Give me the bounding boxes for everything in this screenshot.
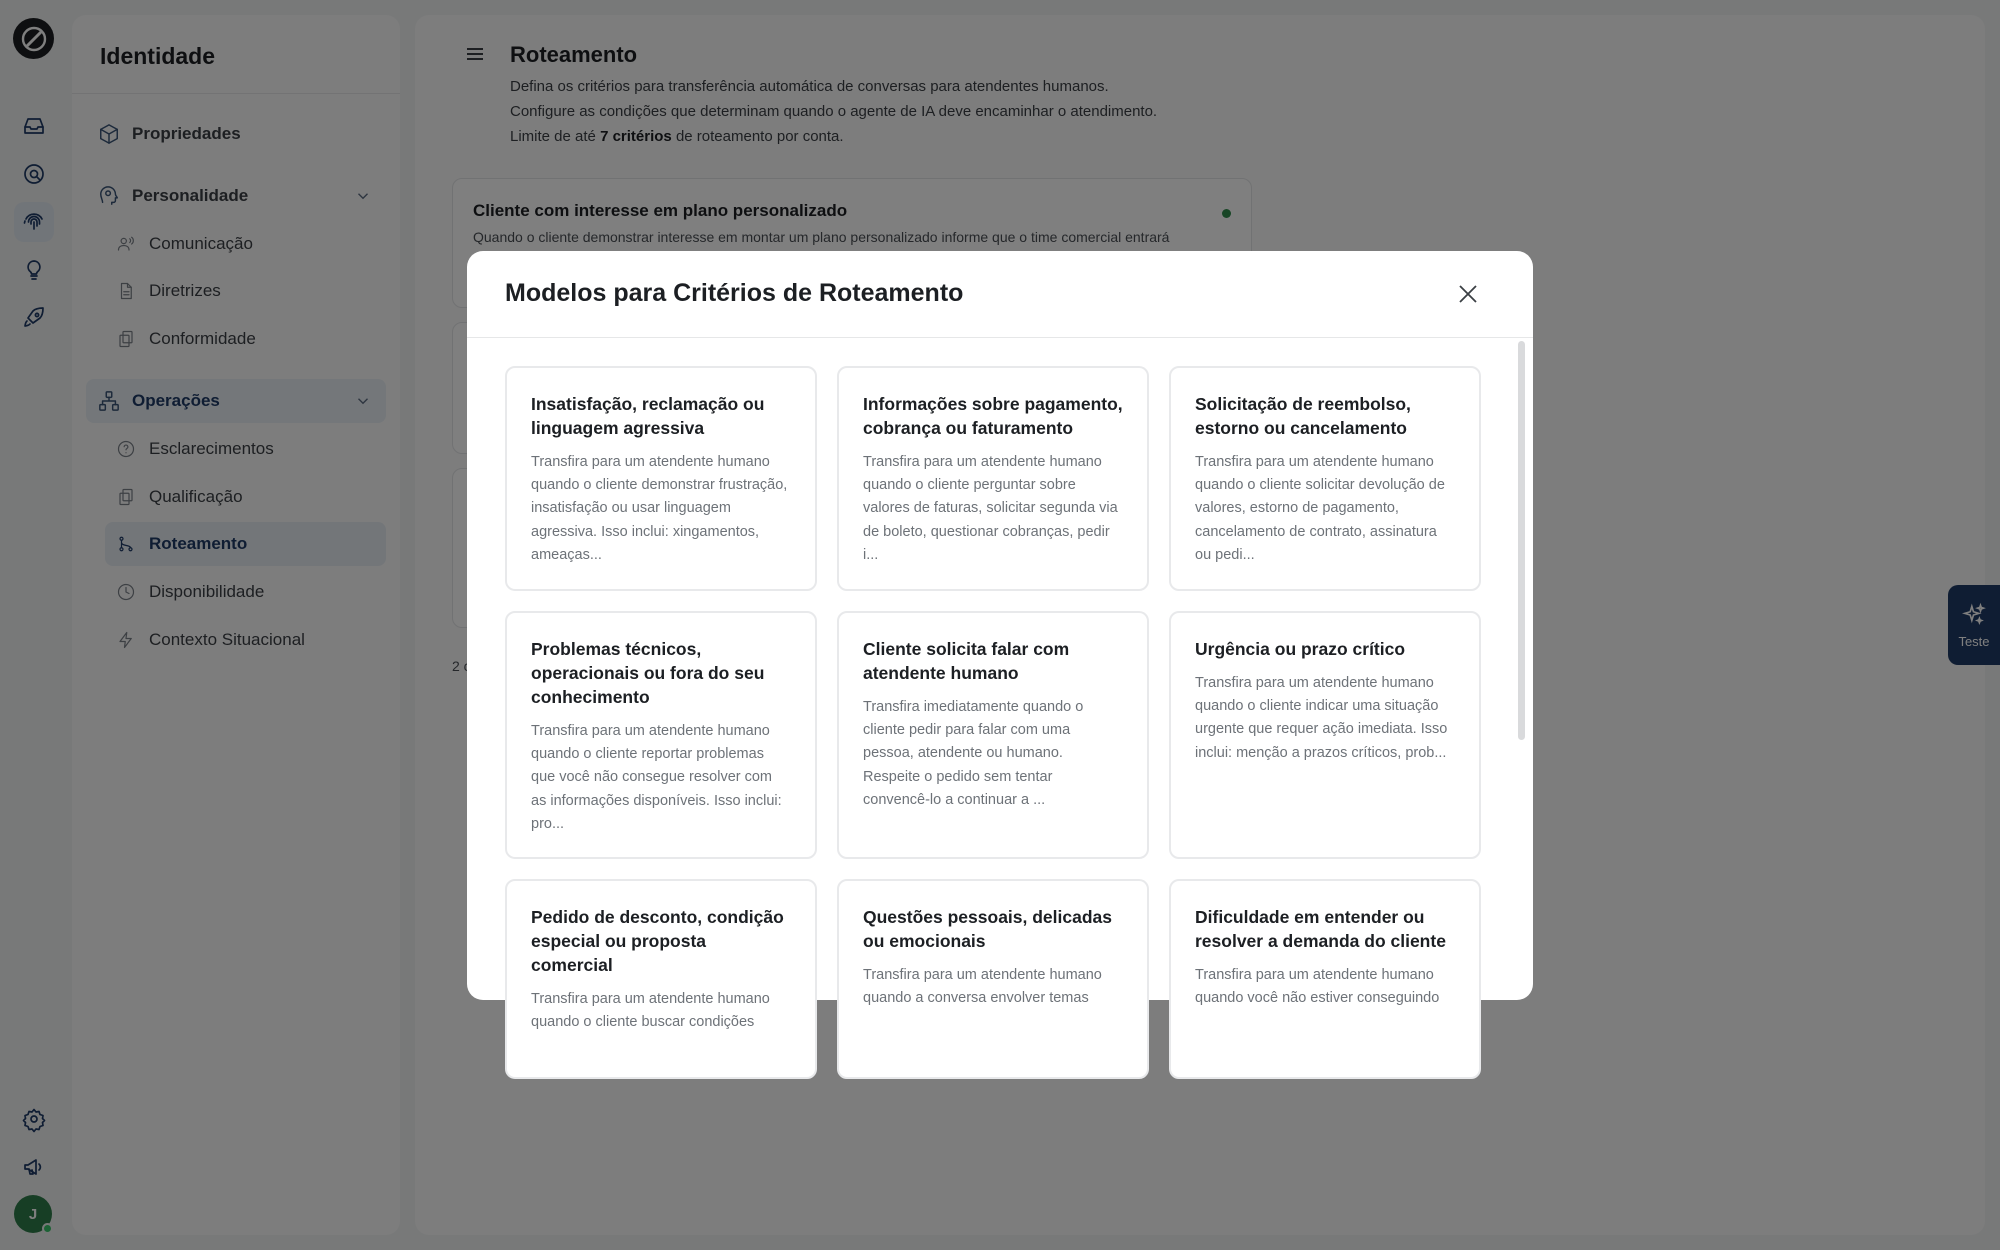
template-card[interactable]: [1169, 879, 1481, 1079]
template-title: Urgência ou prazo crítico: [1195, 639, 1406, 659]
template-description: Transfira para um atendente humano quando o cliente indicar uma situação urgente que requer ação imediata. Isso inclui: menção a prazos críticos, prob...: [1195, 675, 1448, 761]
templates-grid: [467, 338, 1533, 1031]
template-title: Informações sobre pagamento, cobrança ou faturamento: [863, 394, 1123, 438]
template-title: Pedido de desconto, condição especial ou proposta comercial: [531, 907, 784, 975]
template-card[interactable]: [505, 879, 817, 1079]
close-icon[interactable]: [1453, 279, 1483, 309]
template-description: Transfira para um atendente humano quando o cliente reportar problemas que você não consegue resolver com as informações disponíveis. Isso inclui: pro...: [531, 723, 782, 832]
template-card[interactable]: [1169, 611, 1481, 859]
template-card[interactable]: [837, 611, 1149, 859]
template-card[interactable]: [837, 366, 1149, 591]
template-description: Transfira para um atendente humano quando o cliente demonstrar frustração, insatisfação ou usar linguagem agressiva. Isso inclui: xingamentos, ameaças...: [531, 454, 788, 563]
template-description: Transfira para um atendente humano quando a conversa envolver temas: [863, 967, 1102, 1007]
template-card[interactable]: [837, 879, 1149, 1079]
modal-title: Modelos para Critérios de Roteamento: [505, 279, 964, 307]
template-title: Cliente solicita falar com atendente humano: [863, 639, 1070, 683]
template-description: Transfira para um atendente humano quando o cliente buscar condições: [531, 991, 770, 1031]
template-card[interactable]: [505, 611, 817, 859]
template-description: Transfira para um atendente humano quando o cliente perguntar sobre valores de faturas, solicitar segunda via de boleto, questionar cobranças, pedir i...: [863, 454, 1118, 563]
template-title: Solicitação de reembolso, estorno ou cancelamento: [1195, 394, 1411, 438]
template-title: Insatisfação, reclamação ou linguagem agressiva: [531, 394, 765, 438]
template-description: Transfira para um atendente humano quando o cliente solicitar devolução de valores, estorno de pagamento, cancelamento de contrato, assinatura ou pedi...: [1195, 454, 1445, 563]
template-title: Problemas técnicos, operacionais ou fora do seu conhecimento: [531, 639, 765, 707]
template-title: Questões pessoais, delicadas ou emocionais: [863, 907, 1113, 951]
modal-scrollbar[interactable]: [1518, 341, 1525, 740]
templates-modal: [467, 251, 1533, 1031]
template-description: Transfira imediatamente quando o cliente pedir para falar com uma pessoa, atendente ou humano. Respeite o pedido sem tentar convencê-lo a continuar a ...: [863, 699, 1084, 808]
template-card[interactable]: [1169, 366, 1481, 591]
template-description: Transfira para um atendente humano quando você não estiver conseguindo: [1195, 967, 1440, 1007]
template-title: Dificuldade em entender ou resolver a demanda do cliente: [1195, 907, 1446, 951]
template-card[interactable]: [505, 366, 817, 591]
